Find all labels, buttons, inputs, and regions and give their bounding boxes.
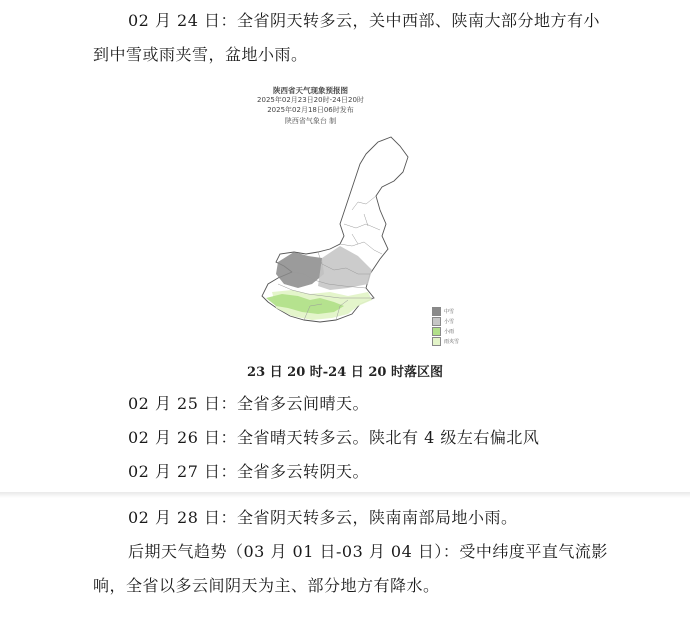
forecast-feb24-line1: 02 月 24 日：全省阴天转多云，关中西部、陕南大部分地方有小 bbox=[128, 11, 600, 30]
legend-label: 中雪 bbox=[444, 308, 455, 315]
forecast-feb25: 02 月 25 日：全省多云间晴天。 bbox=[128, 394, 369, 413]
map-period: 2025年02月23日20时-24日20时 bbox=[257, 96, 364, 104]
map-issue-time: 2025年02月18日06时发布 bbox=[267, 106, 354, 114]
legend-swatch bbox=[432, 337, 441, 346]
trend-line2: 响，全省以多云间阴天为主、部分地方有降水。 bbox=[93, 576, 440, 595]
legend-label: 雨夹雪 bbox=[444, 338, 460, 345]
forecast-feb28: 02 月 28 日：全省阴天转多云，陕南南部局地小雨。 bbox=[128, 508, 518, 527]
weather-map-figure bbox=[248, 84, 468, 354]
map-caption: 23 日 20 时-24 日 20 时落区图 bbox=[247, 365, 443, 380]
legend-item-moderate-snow bbox=[432, 306, 459, 316]
legend-label: 小雨 bbox=[444, 328, 455, 335]
legend-item-sleet bbox=[432, 336, 459, 346]
map-legend bbox=[432, 306, 459, 346]
map-title: 陕西省天气现象预报图 bbox=[273, 86, 348, 95]
map-issuer: 陕西省气象台 制 bbox=[284, 117, 337, 125]
legend-item-light-rain bbox=[432, 326, 459, 336]
forecast-feb26: 02 月 26 日：全省晴天转多云。陕北有 4 级左右偏北风 bbox=[128, 428, 540, 447]
page-divider-shadow bbox=[0, 492, 690, 498]
legend-swatch bbox=[432, 317, 441, 326]
legend-label: 小雪 bbox=[444, 318, 455, 325]
legend-swatch bbox=[432, 307, 441, 316]
forecast-feb27: 02 月 27 日：全省多云转阴天。 bbox=[128, 462, 369, 481]
trend-line1: 后期天气趋势（03 月 01 日-03 月 04 日）：受中纬度平直气流影 bbox=[128, 542, 608, 561]
forecast-feb24-line2: 到中雪或雨夹雪，盆地小雨。 bbox=[93, 45, 308, 64]
legend-item-light-snow bbox=[432, 316, 459, 326]
legend-swatch bbox=[432, 327, 441, 336]
